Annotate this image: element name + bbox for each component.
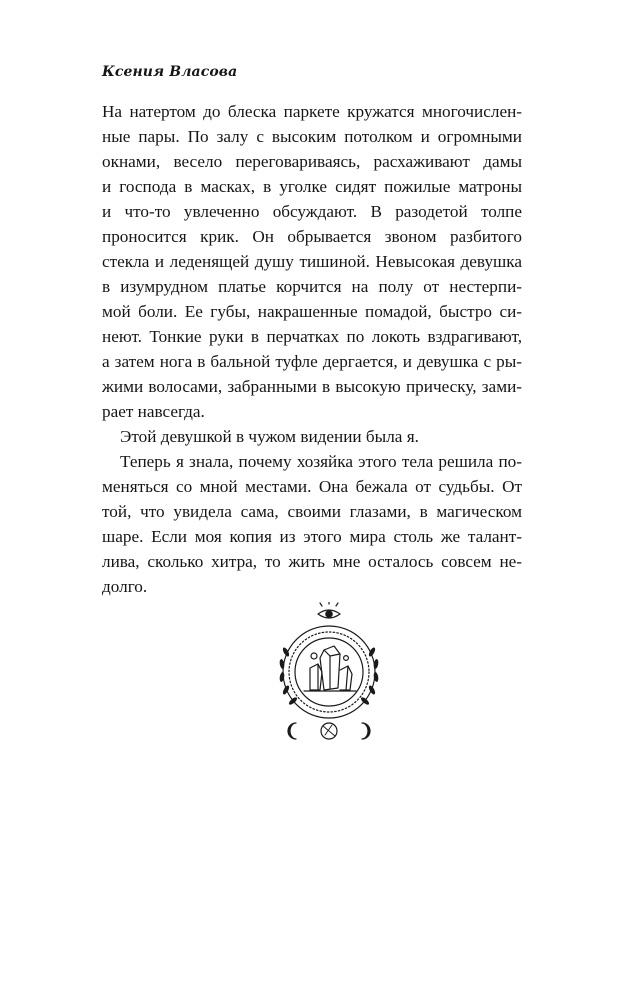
- text-line: шаре. Если моя копия из этого мира столь же талант-: [102, 527, 522, 546]
- text-line: проносится крик. Он обрывается звоном разбитого: [102, 227, 522, 246]
- text-line: рает навсегда.: [102, 402, 205, 421]
- text-line: На натертом до блеска паркете кружатся многочислен-: [102, 102, 522, 121]
- text-line: Теперь я знала, почему хозяйка этого тела решила по-: [120, 452, 522, 471]
- text-line: меняться со мной местами. Она бежала от судьбы. От: [102, 477, 522, 496]
- text-line: жими волосами, забранными в высокую прическу, зами-: [102, 377, 522, 396]
- text-line: той, что увидела сама, своими глазами, в магическом: [102, 502, 522, 521]
- text-line: а затем нога в бальной туфле дергается, и девушка с ры-: [102, 352, 522, 371]
- eye-icon: [318, 602, 340, 618]
- text-line: долго.: [102, 577, 148, 596]
- text-line: и что-то увлеченно обсуждают. В разодетой толпе: [102, 202, 522, 221]
- text-line: лива, сколько хитра, то жить мне осталось совсем не-: [102, 552, 522, 571]
- paragraph: [102, 99, 522, 424]
- text-line: стекла и леденящей душу тишиной. Невысокая девушка: [102, 252, 522, 271]
- paragraph: [102, 449, 522, 599]
- paragraph: [102, 424, 522, 449]
- text-line: окнами, весело переговариваясь, расхаживают дамы: [102, 152, 522, 171]
- moon-phases-icon: [288, 723, 370, 739]
- body-text: [102, 99, 522, 599]
- text-line: неют. Тонкие руки в перчатках по локоть вздрагивают,: [102, 327, 522, 346]
- text-line: и господа в масках, в уголке сидят пожилые матроны: [102, 177, 522, 196]
- text-line: Этой девушкой в чужом видении была я.: [120, 427, 419, 446]
- crystal-eye-moon-emblem-icon: [274, 602, 384, 744]
- text-line: мой боли. Ее губы, накрашенные помадой, быстро си-: [102, 302, 522, 321]
- text-line: в изумрудном платье корчится на полу от нестерпи-: [102, 277, 522, 296]
- running-head: Ксения Власова: [102, 64, 238, 80]
- text-line: ные пары. По залу с высоким потолком и огромными: [102, 127, 522, 146]
- crystal-icon: [304, 646, 356, 691]
